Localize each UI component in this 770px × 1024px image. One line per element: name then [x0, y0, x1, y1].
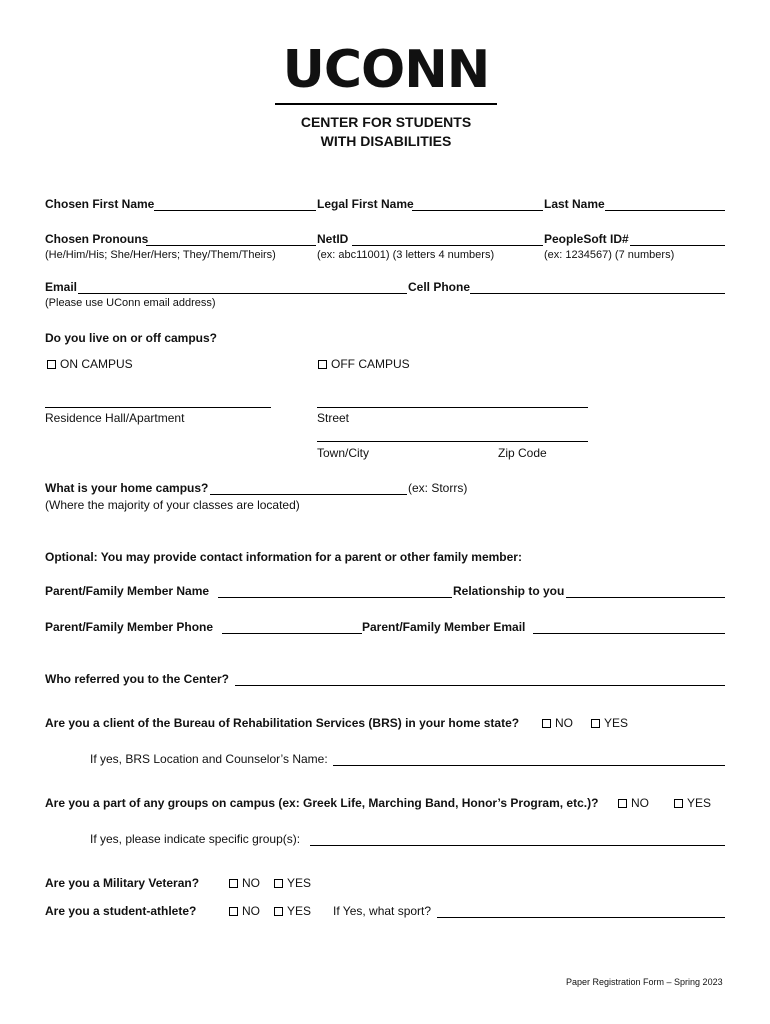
groups-no-option[interactable]	[618, 796, 649, 810]
cell-phone-field[interactable]	[470, 293, 725, 294]
residence-hall-field[interactable]	[45, 407, 271, 408]
legal-first-name-label: Legal First Name	[317, 197, 414, 211]
off-campus-checkbox[interactable]	[318, 360, 327, 369]
chosen-first-name-field[interactable]	[154, 210, 316, 211]
email-label: Email	[45, 280, 78, 294]
footer-text: Paper Registration Form – Spring 2023	[566, 977, 723, 987]
logo-divider	[275, 103, 497, 105]
relationship-field[interactable]	[566, 597, 725, 598]
off-campus-label: OFF CAMPUS	[331, 357, 410, 371]
legal-first-name-field[interactable]	[412, 210, 543, 211]
athlete-yes-label: YES	[287, 904, 312, 918]
groups-question: Are you a part of any groups on campus (ex: Greek Life, Marching Band, Honor’s Program, etc.)?	[45, 796, 599, 810]
cell-phone-label: Cell Phone	[408, 280, 471, 294]
veteran-yes-label: YES	[287, 876, 312, 890]
on-campus-checkbox[interactable]	[47, 360, 56, 369]
home-campus-field[interactable]	[210, 494, 407, 495]
netid-field[interactable]	[352, 245, 543, 246]
veteran-no-option[interactable]	[229, 876, 260, 890]
groups-no-checkbox[interactable]	[618, 799, 627, 808]
brs-no-checkbox[interactable]	[542, 719, 551, 728]
on-campus-label: ON CAMPUS	[60, 357, 133, 371]
home-campus-hint: (Where the majority of your classes are located)	[45, 498, 300, 512]
brs-yes-option[interactable]	[591, 716, 628, 730]
veteran-yes-option[interactable]	[274, 876, 311, 890]
veteran-no-label: NO	[242, 876, 260, 890]
relationship-label: Relationship to you	[453, 584, 565, 598]
family-member-email-label: Parent/Family Member Email	[362, 620, 526, 634]
groups-followup-label: If yes, please indicate specific group(s):	[90, 832, 301, 846]
veteran-question: Are you a Military Veteran?	[45, 876, 200, 890]
groups-followup-field[interactable]	[310, 845, 725, 846]
family-member-phone-field[interactable]	[222, 633, 362, 634]
brs-no-option[interactable]	[542, 716, 573, 730]
brs-followup-label: If yes, BRS Location and Counselor’s Name:	[90, 752, 328, 766]
town-zip-field[interactable]	[317, 441, 588, 442]
veteran-yes-checkbox[interactable]	[274, 879, 283, 888]
email-field[interactable]	[78, 293, 407, 294]
athlete-no-checkbox[interactable]	[229, 907, 238, 916]
athlete-yes-checkbox[interactable]	[274, 907, 283, 916]
athlete-no-option[interactable]	[229, 904, 260, 918]
street-label: Street	[317, 411, 350, 425]
subtitle-line-1: CENTER FOR STUDENTS	[300, 114, 472, 130]
groups-no-label: NO	[631, 796, 649, 810]
peoplesoft-field[interactable]	[630, 245, 725, 246]
home-campus-question: What is your home campus?	[45, 481, 209, 495]
netid-label: NetID	[317, 232, 349, 246]
residence-hall-label: Residence Hall/Apartment	[45, 411, 185, 425]
campus-question: Do you live on or off campus?	[45, 331, 218, 345]
peoplesoft-hint: (ex: 1234567) (7 numbers)	[544, 249, 675, 261]
uconn-logo: UCONN	[282, 40, 490, 100]
athlete-question: Are you a student-athlete?	[45, 904, 197, 918]
pronouns-hint: (He/Him/His; She/Her/Hers; They/Them/Theirs)	[45, 249, 276, 261]
town-city-label: Town/City	[317, 446, 370, 460]
zip-code-label: Zip Code	[498, 446, 547, 460]
athlete-sport-label: If Yes, what sport?	[333, 904, 432, 918]
chosen-pronouns-label: Chosen Pronouns	[45, 232, 149, 246]
family-member-name-label: Parent/Family Member Name	[45, 584, 210, 598]
last-name-field[interactable]	[605, 210, 725, 211]
athlete-yes-option[interactable]	[274, 904, 311, 918]
netid-hint: (ex: abc11001) (3 letters 4 numbers)	[317, 249, 495, 261]
brs-question: Are you a client of the Bureau of Rehabilitation Services (BRS) in your home state?	[45, 716, 520, 730]
off-campus-option[interactable]	[318, 357, 410, 371]
athlete-sport-field[interactable]	[437, 917, 725, 918]
brs-yes-label: YES	[604, 716, 629, 730]
brs-no-label: NO	[555, 716, 573, 730]
home-campus-example: (ex: Storrs)	[408, 481, 468, 495]
groups-yes-label: YES	[687, 796, 712, 810]
groups-yes-option[interactable]	[674, 796, 711, 810]
family-member-email-field[interactable]	[533, 633, 725, 634]
on-campus-option[interactable]	[47, 357, 133, 371]
peoplesoft-label: PeopleSoft ID#	[544, 232, 629, 246]
brs-yes-checkbox[interactable]	[591, 719, 600, 728]
street-field[interactable]	[317, 407, 588, 408]
groups-yes-checkbox[interactable]	[674, 799, 683, 808]
family-member-phone-label: Parent/Family Member Phone	[45, 620, 214, 634]
veteran-no-checkbox[interactable]	[229, 879, 238, 888]
subtitle-line-2: WITH DISABILITIES	[320, 133, 452, 149]
family-optional-note: Optional: You may provide contact information for a parent or other family member:	[45, 550, 522, 564]
email-hint: (Please use UConn email address)	[45, 297, 216, 309]
brs-followup-field[interactable]	[333, 765, 725, 766]
referral-field[interactable]	[235, 685, 725, 686]
athlete-no-label: NO	[242, 904, 260, 918]
family-member-name-field[interactable]	[218, 597, 452, 598]
chosen-first-name-label: Chosen First Name	[45, 197, 155, 211]
last-name-label: Last Name	[544, 197, 605, 211]
referral-question: Who referred you to the Center?	[45, 672, 230, 686]
chosen-pronouns-field[interactable]	[146, 245, 316, 246]
